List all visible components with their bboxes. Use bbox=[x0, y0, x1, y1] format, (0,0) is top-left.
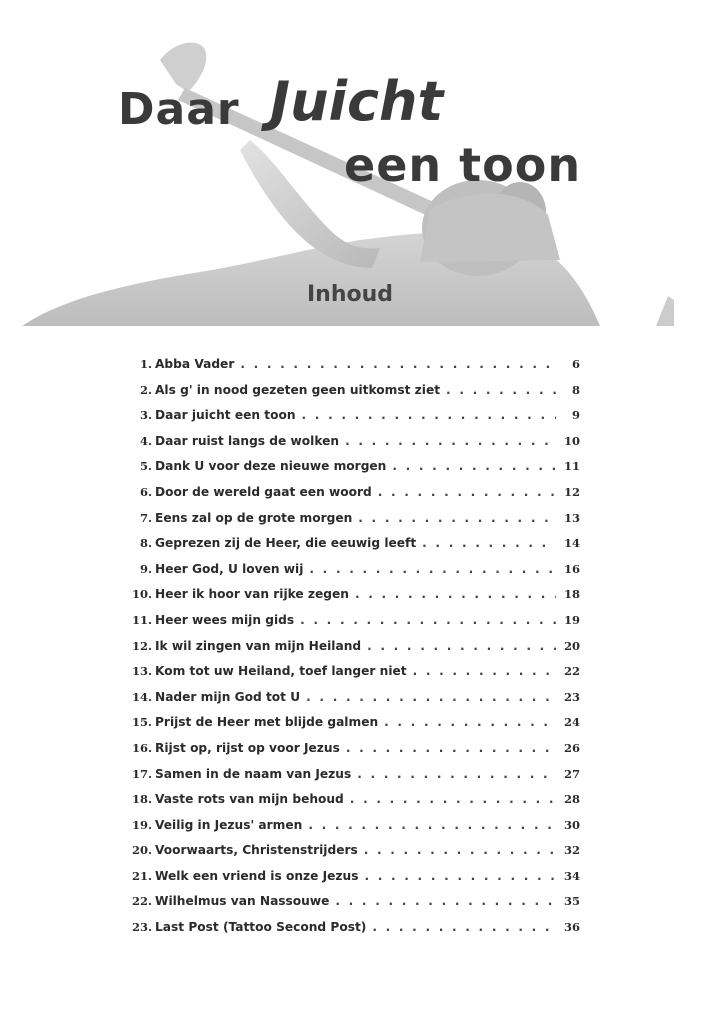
dot-leader bbox=[422, 536, 556, 550]
toc-page: 12 bbox=[563, 484, 580, 499]
dot-leader bbox=[413, 664, 556, 678]
dot-leader bbox=[364, 869, 556, 883]
toc-number: 9. bbox=[139, 561, 152, 576]
dot-leader bbox=[240, 357, 556, 371]
dot-leader bbox=[357, 767, 556, 781]
dot-leader bbox=[358, 511, 556, 525]
toc-title: Daar juicht een toon bbox=[155, 408, 296, 423]
toc-entry[interactable] bbox=[110, 818, 580, 844]
toc-entry[interactable] bbox=[110, 894, 580, 920]
toc-entry[interactable] bbox=[110, 664, 580, 690]
toc-number: 16. bbox=[131, 740, 152, 755]
toc-number: 11. bbox=[131, 612, 152, 627]
toc-entry[interactable] bbox=[110, 741, 580, 767]
dot-leader bbox=[300, 613, 556, 627]
toc-title: Samen in de naam van Jezus bbox=[155, 766, 352, 781]
toc-title: Last Post (Tattoo Second Post) bbox=[155, 920, 367, 935]
toc-entry[interactable] bbox=[110, 690, 580, 716]
toc-entry[interactable] bbox=[110, 843, 580, 869]
toc-number: 21. bbox=[131, 868, 152, 883]
toc-page: 28 bbox=[563, 792, 580, 807]
toc-page: 19 bbox=[563, 612, 580, 627]
title-word-daar: Daar bbox=[118, 84, 240, 135]
toc-title: Eens zal op de grote morgen bbox=[155, 510, 353, 525]
toc-title: Daar ruist langs de wolken bbox=[155, 433, 340, 448]
toc-entry[interactable] bbox=[110, 869, 580, 895]
toc-entry[interactable] bbox=[110, 715, 580, 741]
toc-title: Ik wil zingen van mijn Heiland bbox=[155, 638, 362, 653]
toc-entry[interactable] bbox=[110, 920, 580, 946]
toc-title: Vaste rots van mijn behoud bbox=[155, 792, 344, 807]
toc-number: 18. bbox=[131, 792, 152, 807]
toc-number: 20. bbox=[131, 843, 152, 858]
toc-number: 17. bbox=[131, 766, 152, 781]
toc-page: 9 bbox=[571, 408, 580, 423]
toc-entry[interactable] bbox=[110, 639, 580, 665]
toc-entry[interactable] bbox=[110, 485, 580, 511]
toc-title: Abba Vader bbox=[155, 357, 235, 371]
toc-title: Wilhelmus van Nassouwe bbox=[155, 894, 330, 909]
toc-title: Heer God, U loven wij bbox=[155, 561, 304, 576]
toc-entry[interactable] bbox=[110, 562, 580, 588]
toc-page: 6 bbox=[571, 357, 580, 371]
dot-leader bbox=[372, 920, 556, 934]
toc-page: 27 bbox=[563, 766, 580, 781]
toc-entry[interactable] bbox=[110, 613, 580, 639]
toc-title: Veilig in Jezus' armen bbox=[155, 817, 303, 832]
dot-leader bbox=[378, 485, 556, 499]
toc-page: 35 bbox=[563, 894, 580, 909]
toc-entry[interactable] bbox=[110, 792, 580, 818]
toc-entry[interactable] bbox=[110, 459, 580, 485]
toc-title: Heer wees mijn gids bbox=[155, 612, 295, 627]
dot-leader bbox=[309, 562, 556, 576]
dot-leader bbox=[392, 459, 556, 473]
dot-leader bbox=[308, 818, 556, 832]
toc-number: 12. bbox=[131, 638, 152, 653]
toc-number: 8. bbox=[139, 536, 152, 551]
toc-page: 34 bbox=[563, 868, 580, 883]
toc-title: Als g' in nood gezeten geen uitkomst ziet bbox=[155, 382, 441, 397]
toc-title: Heer ik hoor van rijke zegen bbox=[155, 587, 349, 602]
toc-page: 30 bbox=[563, 817, 580, 832]
toc-page: 10 bbox=[563, 433, 580, 448]
dot-leader bbox=[345, 434, 556, 448]
dot-leader bbox=[384, 715, 556, 729]
toc-entry[interactable] bbox=[110, 536, 580, 562]
toc-number: 10. bbox=[131, 587, 152, 602]
toc-page: 14 bbox=[563, 536, 580, 551]
toc-entry[interactable] bbox=[110, 767, 580, 793]
toc-title: Voorwaarts, Christenstrijders bbox=[155, 843, 358, 858]
dot-leader bbox=[364, 843, 556, 857]
dot-leader bbox=[367, 639, 556, 653]
toc-page: 22 bbox=[563, 664, 580, 679]
toc-page: 13 bbox=[563, 510, 580, 525]
toc-number: 14. bbox=[131, 689, 152, 704]
toc-title: Welk een vriend is onze Jezus bbox=[155, 868, 359, 883]
toc-entry[interactable] bbox=[110, 587, 580, 613]
toc-page: 11 bbox=[563, 459, 580, 474]
toc-page: 16 bbox=[563, 561, 580, 576]
dot-leader bbox=[306, 690, 556, 704]
header bbox=[0, 0, 708, 340]
dot-leader bbox=[446, 383, 556, 397]
table-of-contents bbox=[110, 357, 580, 946]
toc-page: 36 bbox=[563, 920, 580, 935]
toc-title: Geprezen zij de Heer, die eeuwig leeft bbox=[155, 536, 417, 551]
toc-number: 13. bbox=[131, 664, 152, 679]
dot-leader bbox=[350, 792, 556, 806]
toc-number: 3. bbox=[139, 408, 152, 423]
toc-title: Nader mijn God tot U bbox=[155, 689, 301, 704]
toc-number: 22. bbox=[131, 894, 152, 909]
toc-title: Door de wereld gaat een woord bbox=[155, 484, 372, 499]
toc-number: 7. bbox=[139, 510, 152, 525]
toc-page: 26 bbox=[563, 740, 580, 755]
title-word-juicht: Juicht bbox=[270, 70, 444, 133]
section-title: Inhoud bbox=[307, 282, 394, 307]
toc-entry[interactable] bbox=[110, 434, 580, 460]
toc-number: 19. bbox=[131, 817, 152, 832]
toc-number: 1. bbox=[139, 357, 152, 371]
dot-leader bbox=[335, 894, 556, 908]
toc-number: 4. bbox=[139, 433, 152, 448]
title-words-een-toon: een toon bbox=[344, 138, 582, 192]
toc-title: Prijst de Heer met blijde galmen bbox=[155, 715, 379, 730]
toc-entry[interactable] bbox=[110, 511, 580, 537]
toc-page: 20 bbox=[563, 638, 580, 653]
toc-page: 18 bbox=[563, 587, 580, 602]
toc-number: 23. bbox=[131, 920, 152, 935]
toc-page: 24 bbox=[563, 715, 580, 730]
toc-page: 8 bbox=[571, 382, 580, 397]
toc-entry[interactable] bbox=[110, 408, 580, 434]
toc-title: Rijst op, rijst op voor Jezus bbox=[155, 740, 340, 755]
toc-title: Kom tot uw Heiland, toef langer niet bbox=[155, 664, 407, 679]
toc-number: 15. bbox=[131, 715, 152, 730]
toc-page: 32 bbox=[563, 843, 580, 858]
toc-page: 23 bbox=[563, 689, 580, 704]
toc-number: 6. bbox=[139, 484, 152, 499]
toc-entry[interactable] bbox=[110, 357, 580, 383]
dot-leader bbox=[302, 408, 556, 422]
toc-number: 2. bbox=[139, 382, 152, 397]
toc-title: Dank U voor deze nieuwe morgen bbox=[155, 459, 387, 474]
toc-number: 5. bbox=[139, 459, 152, 474]
dot-leader bbox=[355, 587, 556, 601]
dot-leader bbox=[346, 741, 556, 755]
toc-entry[interactable] bbox=[110, 383, 580, 409]
